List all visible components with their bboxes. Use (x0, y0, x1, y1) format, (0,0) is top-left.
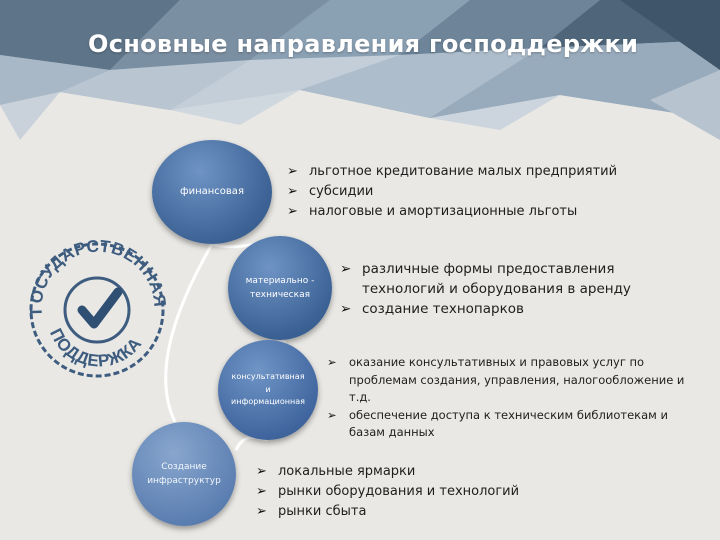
node-material-technical (228, 236, 332, 340)
svg-text:ПОДДЕРЖКА (46, 325, 145, 370)
list-item: ➢ создание технопарков (340, 299, 700, 319)
page-title: Основные направления господдержки (88, 30, 639, 58)
list-item: ➢ обеспечение доступа к техническим библиотекам и базам данных (327, 407, 697, 442)
list-item: ➢ льготное кредитование малых предприятий (287, 162, 617, 182)
state-support-stamp (22, 232, 172, 382)
node-material-technical-label: материально - техническая (245, 275, 315, 300)
node-financial-label: финансовая (180, 186, 244, 197)
checkmark-icon (82, 292, 118, 324)
stamp-top-text: ГОСУДАРСТВЕННАЯ (26, 236, 170, 315)
node-infrastructure-label: Создание инфраструктур (147, 461, 221, 486)
node-consultative-information-label: консультативная и информационная (231, 371, 305, 407)
consultative-list (327, 354, 697, 442)
list-item: ➢ рынки сбыта (256, 502, 519, 522)
node-infrastructure (132, 422, 236, 526)
infrastructure-list (256, 462, 519, 522)
list-item: ➢ различные формы предоставления технологий и оборудования в аренду (340, 259, 700, 299)
list-item: ➢ рынки оборудования и технологий (256, 482, 519, 502)
node-consultative-information (218, 340, 318, 440)
list-item: ➢ оказание консультативных и правовых услуг по проблемам создания, управления, налогообложение и т.д. (327, 354, 697, 407)
list-item: ➢ налоговые и амортизационные льготы (287, 202, 617, 222)
financial-list (287, 162, 617, 222)
material-technical-list (340, 259, 700, 319)
svg-text:ГОСУДАРСТВЕННАЯ (27, 236, 170, 314)
list-item: ➢ локальные ярмарки (256, 462, 519, 482)
list-item: ➢ субсидии (287, 182, 617, 202)
stamp-bottom-text: ПОДДЕРЖКА (46, 325, 146, 371)
node-financial (152, 140, 272, 244)
